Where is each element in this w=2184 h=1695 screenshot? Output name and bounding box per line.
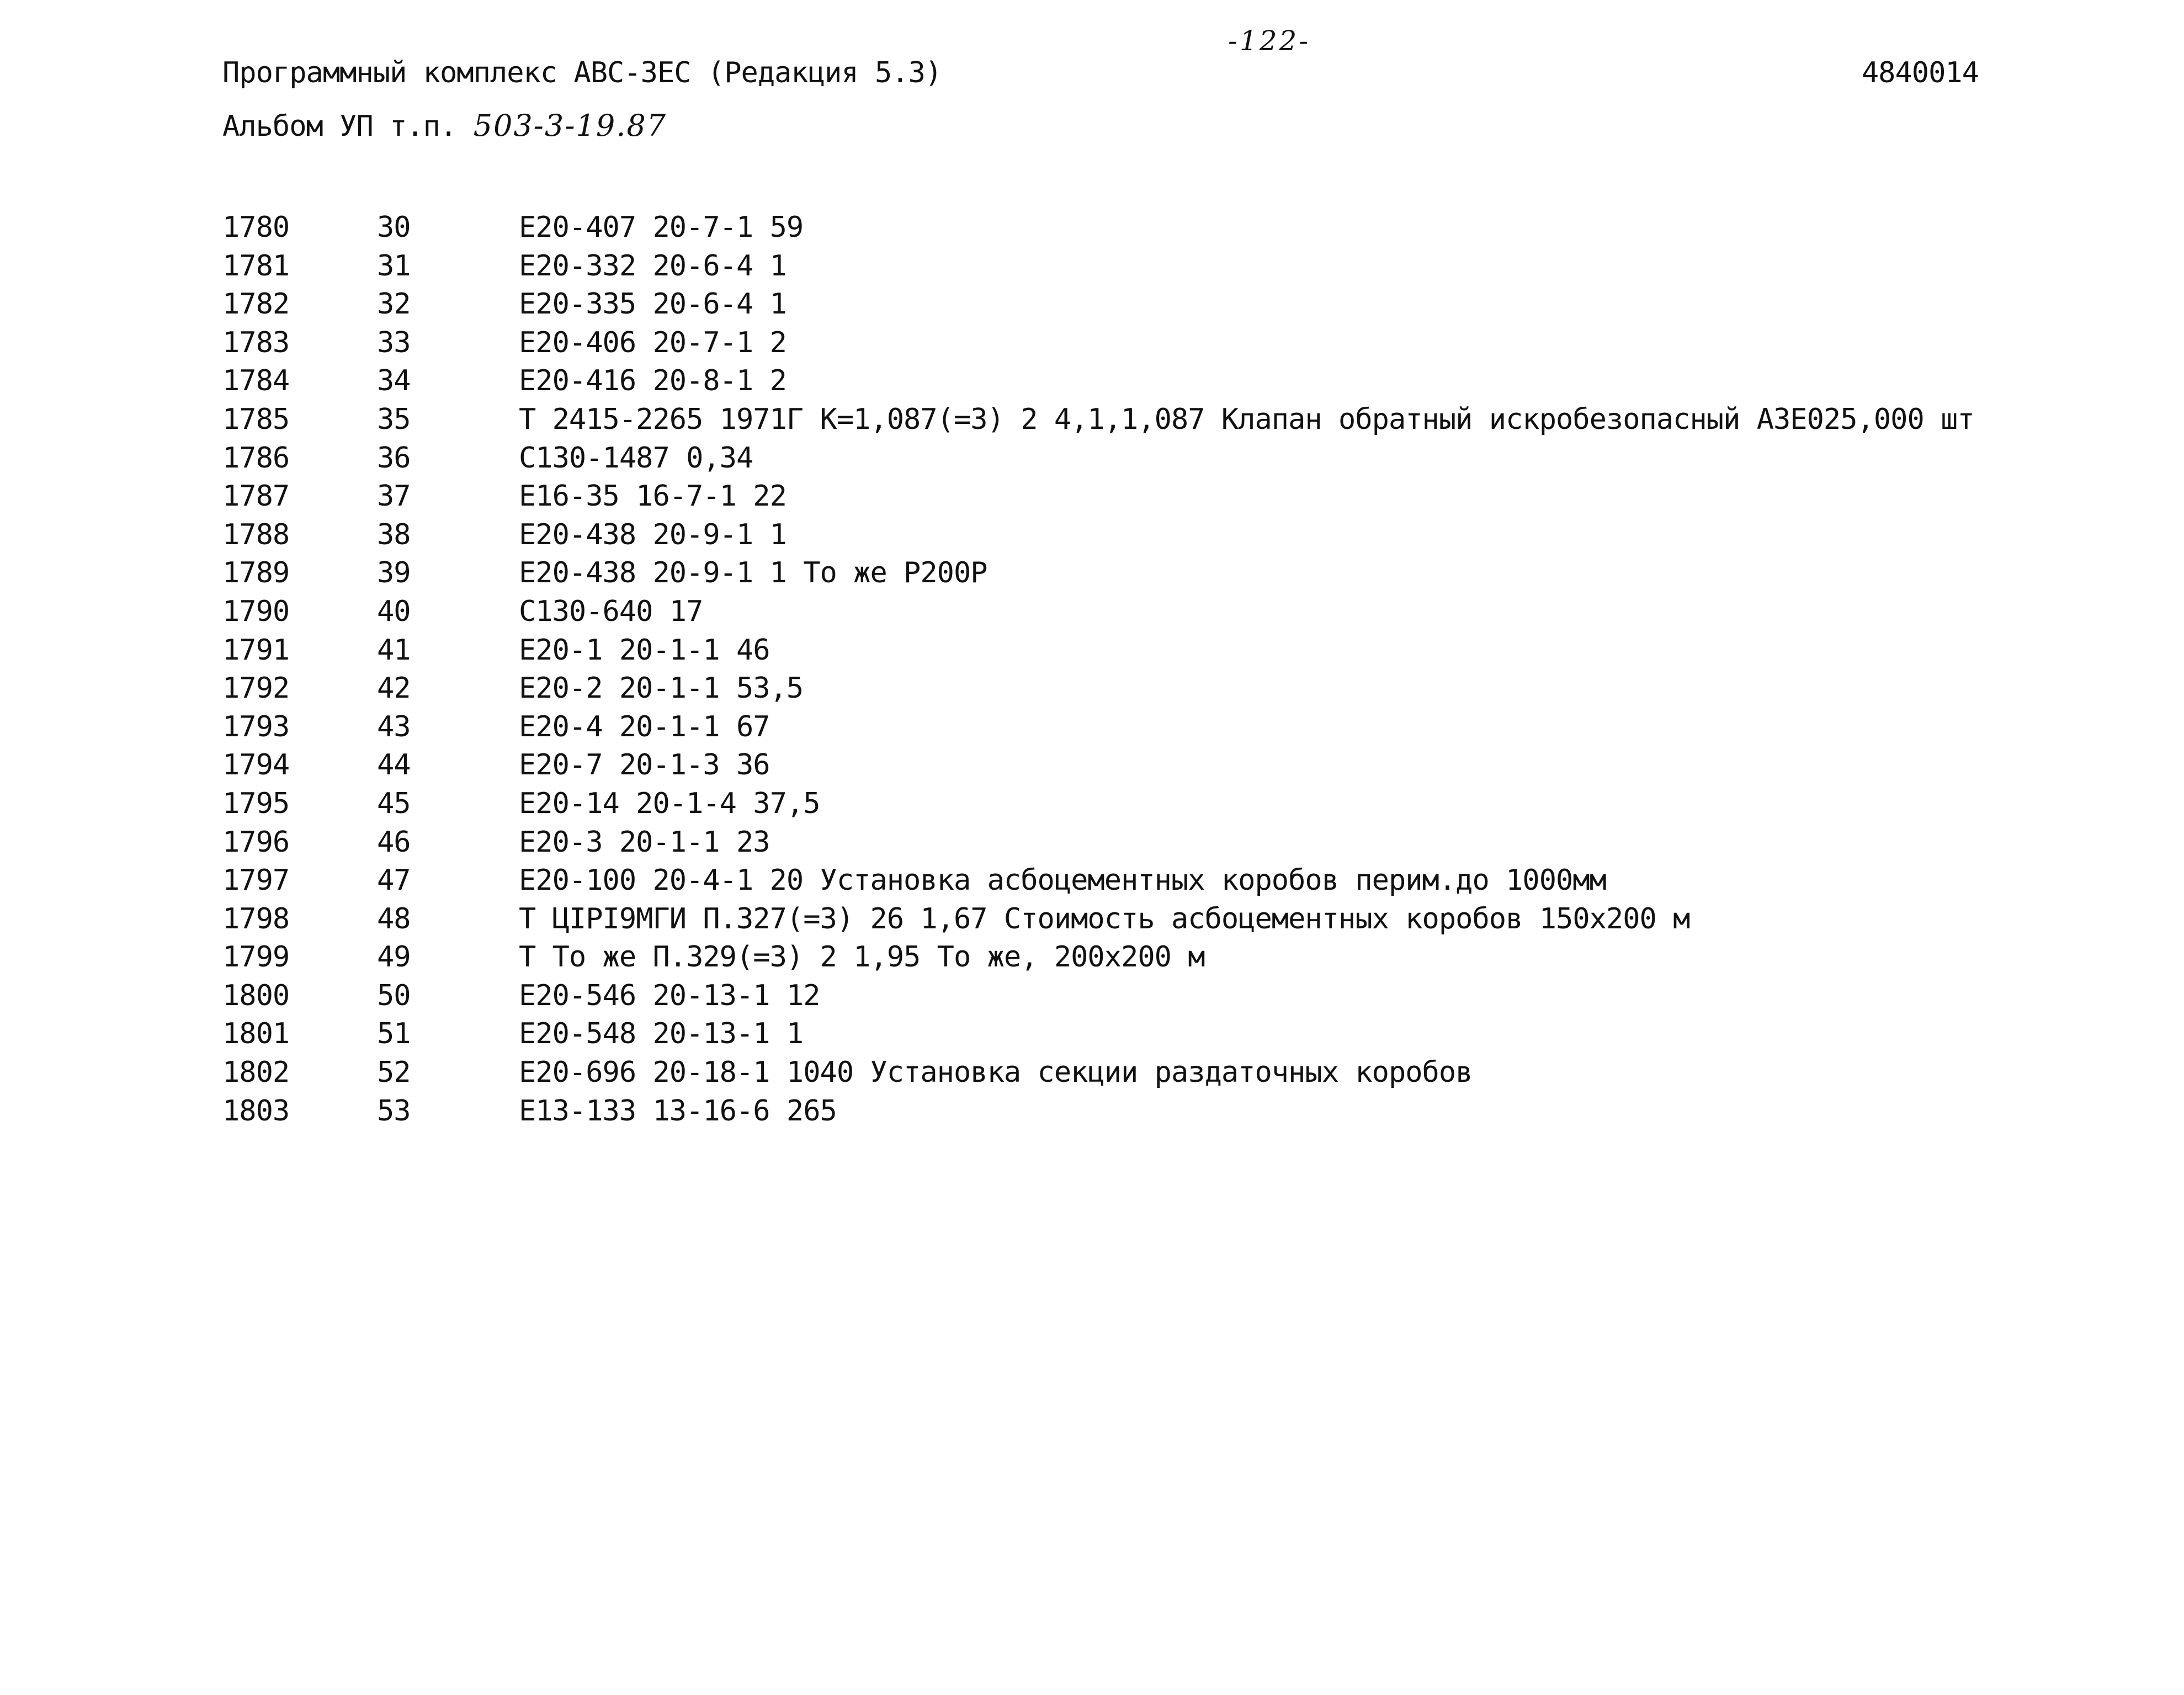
record-number: 1802 xyxy=(222,1056,290,1090)
record-number: 1794 xyxy=(222,748,290,782)
album-number: 503-3-19.87 xyxy=(473,108,667,143)
album-label: Альбом УП т.п. xyxy=(222,110,457,143)
record-text: Т 2415-2265 1971Г К=1,087(=3) 2 4,1,1,087 Клапан обратный искробезопасный А3Е025,000 шт xyxy=(519,402,1974,436)
record-number: 1784 xyxy=(222,364,290,398)
record-index: 41 xyxy=(377,633,411,667)
record-number: 1803 xyxy=(222,1094,290,1128)
record-row xyxy=(222,556,1989,595)
record-row xyxy=(222,710,1989,749)
record-text: Е20-406 20-7-1 2 xyxy=(519,326,787,359)
record-row xyxy=(222,1017,1989,1056)
record-row xyxy=(222,480,1989,518)
record-index: 34 xyxy=(377,364,411,398)
record-row xyxy=(222,748,1989,787)
record-index: 37 xyxy=(377,480,411,513)
record-index: 36 xyxy=(377,441,411,475)
record-row xyxy=(222,364,1989,403)
record-text: Е16-35 16-7-1 22 xyxy=(519,480,787,513)
page-number: -122- xyxy=(1228,25,1311,57)
record-index: 49 xyxy=(377,941,411,974)
record-index: 43 xyxy=(377,710,411,743)
record-text: Е20-14 20-1-4 37,5 xyxy=(519,787,820,820)
record-number: 1785 xyxy=(222,402,290,436)
record-row xyxy=(222,787,1989,826)
record-index: 44 xyxy=(377,748,411,782)
record-index: 35 xyxy=(377,402,411,436)
record-text: Е20-407 20-7-1 59 xyxy=(519,211,804,244)
record-number: 1795 xyxy=(222,787,290,820)
record-text: Е20-3 20-1-1 23 xyxy=(519,825,770,859)
record-number: 1798 xyxy=(222,902,290,936)
record-text: Е20-1 20-1-1 46 xyxy=(519,633,770,667)
record-text: Е20-438 20-9-1 1 То же Р200Р xyxy=(519,556,987,590)
record-index: 30 xyxy=(377,211,411,244)
record-number: 1787 xyxy=(222,480,290,513)
record-index: 32 xyxy=(377,288,411,321)
record-number: 1800 xyxy=(222,979,290,1012)
record-text: Т ЦІРІ9МГИ П.327(=3) 26 1,67 Стоимость асбоцементных коробов 150х200 м xyxy=(519,902,1690,936)
record-row xyxy=(222,979,1989,1018)
record-number: 1799 xyxy=(222,941,290,974)
record-index: 33 xyxy=(377,326,411,359)
record-row xyxy=(222,595,1989,634)
record-index: 53 xyxy=(377,1094,411,1128)
record-index: 45 xyxy=(377,787,411,820)
album-reference xyxy=(222,108,667,143)
record-index: 51 xyxy=(377,1017,411,1051)
record-index: 52 xyxy=(377,1056,411,1090)
record-number: 1789 xyxy=(222,556,290,590)
record-row xyxy=(222,941,1989,979)
record-index: 46 xyxy=(377,825,411,859)
record-index: 47 xyxy=(377,864,411,897)
record-text: Е20-7 20-1-3 36 xyxy=(519,748,770,782)
program-title: Программный комплекс АВС-3ЕС (Редакция 5.3) xyxy=(222,56,942,89)
record-index: 39 xyxy=(377,556,411,590)
record-text: Е20-416 20-8-1 2 xyxy=(519,364,787,398)
record-index: 50 xyxy=(377,979,411,1012)
record-row xyxy=(222,864,1989,902)
record-text: Е20-546 20-13-1 12 xyxy=(519,979,820,1012)
record-text: Т То же П.329(=3) 2 1,95 То же, 200х200 м xyxy=(519,941,1205,974)
record-index: 40 xyxy=(377,594,411,628)
record-index: 48 xyxy=(377,902,411,936)
record-row xyxy=(222,518,1989,557)
record-number: 1786 xyxy=(222,441,290,475)
record-number: 1796 xyxy=(222,825,290,859)
record-index: 38 xyxy=(377,518,411,551)
record-text: Е13-133 13-16-6 265 xyxy=(519,1094,837,1128)
record-row xyxy=(222,634,1989,672)
record-text: С130-640 17 xyxy=(519,594,703,628)
record-text: С130-1487 0,34 xyxy=(519,441,753,475)
record-row xyxy=(222,442,1989,480)
record-number: 1801 xyxy=(222,1017,290,1051)
record-number: 1788 xyxy=(222,518,290,551)
record-row xyxy=(222,403,1989,442)
record-text: Е20-335 20-6-4 1 xyxy=(519,288,787,321)
record-text: Е20-2 20-1-1 53,5 xyxy=(519,672,804,705)
record-number: 1797 xyxy=(222,864,290,897)
record-number: 1780 xyxy=(222,211,290,244)
record-number: 1782 xyxy=(222,288,290,321)
record-number: 1790 xyxy=(222,594,290,628)
document-code: 4840014 xyxy=(1861,56,1979,89)
record-text: Е20-696 20-18-1 1040 Установка секции раздаточных коробов xyxy=(519,1056,1473,1090)
record-number: 1783 xyxy=(222,326,290,359)
record-row xyxy=(222,672,1989,710)
record-row xyxy=(222,249,1989,288)
record-text: Е20-438 20-9-1 1 xyxy=(519,518,787,551)
record-index: 31 xyxy=(377,249,411,283)
record-list xyxy=(222,211,1989,1133)
record-row xyxy=(222,1094,1989,1133)
record-number: 1793 xyxy=(222,710,290,743)
record-text: Е20-4 20-1-1 67 xyxy=(519,710,770,743)
record-row xyxy=(222,1056,1989,1094)
record-row xyxy=(222,826,1989,864)
record-text: Е20-548 20-13-1 1 xyxy=(519,1017,804,1051)
record-number: 1792 xyxy=(222,672,290,705)
record-row xyxy=(222,902,1989,941)
record-number: 1781 xyxy=(222,249,290,283)
record-row xyxy=(222,326,1989,365)
record-row xyxy=(222,288,1989,326)
record-index: 42 xyxy=(377,672,411,705)
record-text: Е20-100 20-4-1 20 Установка асбоцементных коробов перим.до 1000мм xyxy=(519,864,1606,897)
record-row xyxy=(222,211,1989,249)
record-text: Е20-332 20-6-4 1 xyxy=(519,249,787,283)
record-number: 1791 xyxy=(222,633,290,667)
